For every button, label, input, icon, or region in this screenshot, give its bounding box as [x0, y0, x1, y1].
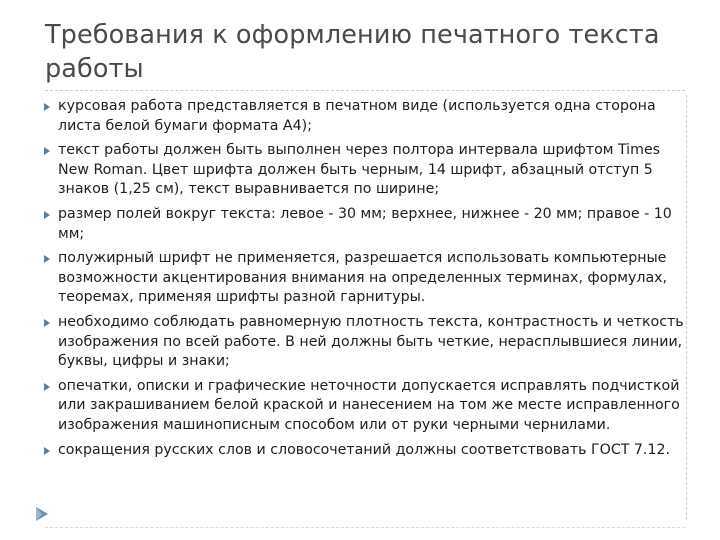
bullet-text: опечатки, описки и графические неточности допускается исправлять подчисткой или закрашиванием белой краской и нанесением на том же месте исправленного изображения машинописным способом или от руки черными чернилами. — [58, 377, 680, 433]
bullet-item — [44, 249, 684, 308]
bullet-item — [44, 377, 684, 436]
bullet-text: сокращения русских слов и словосочетаний должны соответствовать ГОСТ 7.12. — [58, 441, 671, 458]
bullet-text: курсовая работа представляется в печатном виде (используется одна сторона листа белой бумаги формата А4); — [58, 98, 656, 134]
bullet-text: полужирный шрифт не применяется, разрешается использовать компьютерные возможности акцентирования внимания на определенных терминах, формулах, теоремах, применяя шрифты разной гарнитуры. — [58, 250, 668, 306]
bullet-text: текст работы должен быть выполнен через полтора интервала шрифтом Times New Roman. Цвет шрифта должен быть черным, 14 шрифт, абзацный отступ 5 знаков (1,25 см), текст выравнивается по ширине; — [58, 142, 661, 198]
triangle-bullet-icon — [44, 103, 50, 111]
bullet-text: необходимо соблюдать равномерную плотность текста, контрастность и четкость изображения по всей работе. В ней должны быть четкие, нерасплывшиеся линии, буквы, цифры и знаки; — [58, 313, 684, 370]
slide-title: Требования к оформлению печатного текста работы — [45, 20, 660, 84]
right-divider — [686, 95, 687, 520]
triangle-bullet-icon — [44, 211, 50, 219]
bullet-list — [44, 97, 684, 460]
title-divider — [45, 90, 685, 91]
triangle-bullet-icon — [44, 447, 50, 455]
bullet-item — [44, 441, 684, 461]
bullet-item — [44, 205, 684, 244]
bullet-item — [44, 97, 684, 136]
triangle-bullet-icon — [44, 319, 50, 327]
bullet-item — [44, 141, 684, 200]
triangle-bullet-icon — [44, 147, 50, 155]
bullet-item — [44, 313, 684, 372]
bottom-divider — [45, 527, 685, 528]
slide-content — [44, 97, 684, 465]
triangle-bullet-icon — [44, 383, 50, 391]
triangle-bullet-icon — [44, 255, 50, 263]
corner-arrow-icon — [34, 505, 50, 523]
bullet-text: размер полей вокруг текста: левое - 30 мм; верхнее, нижнее - 20 мм; правое - 10 мм; — [58, 205, 672, 242]
